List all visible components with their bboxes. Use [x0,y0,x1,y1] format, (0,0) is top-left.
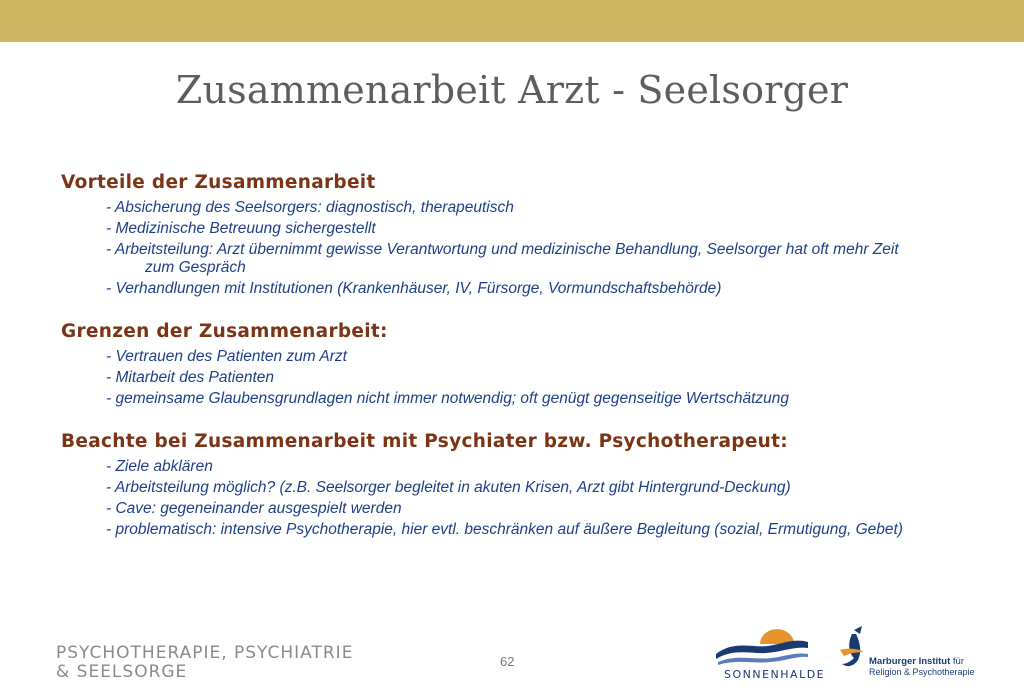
bullet-list [61,458,981,539]
section-heading: Vorteile der Zusammenarbeit [61,172,376,193]
list-item-text: - Arbeitsteilung: Arzt übernimmt gewisse Verantwortung und medizinische Behandlung, Seelsorger hat oft mehr Zeit [106,241,899,258]
footer-title-line2: & SEELSORGE [56,662,188,682]
list-item: - Ziele abklären [106,458,213,475]
list-item [106,241,981,277]
section-psychiatrist [61,431,981,539]
list-item: - Medizinische Betreuung sichergestellt [106,220,376,237]
list-item: - Cave: gegeneinander ausgespielt werden [106,500,402,517]
page-number: 62 [500,654,515,669]
sonnenhalde-sun-wave-icon [712,626,812,668]
marburger-institut-name-bold: Marburger Institut [869,656,951,667]
list-item: - Vertrauen des Patienten zum Arzt [106,348,347,365]
marburger-institut-name-rest: für [950,656,965,667]
marburger-institut-subtitle: Religion & Psychotherapie [869,667,975,677]
section-heading: Grenzen der Zusammenarbeit: [61,321,388,342]
list-item: - gemeinsame Glaubensgrundlagen nicht immer notwendig; oft genügt gegenseitige Wertschätzung [106,390,789,407]
sonnenhalde-logo-text: SONNENHALDE [724,668,826,681]
slide-content [61,172,981,562]
list-item: - Verhandlungen mit Institutionen (Krankenhäuser, IV, Fürsorge, Vormundschaftsbehörde) [106,280,722,297]
list-item: - Arbeitsteilung möglich? (z.B. Seelsorger begleitet in akuten Krisen, Arzt gibt Hintergrund-Deckung) [106,479,791,496]
list-item-continuation: zum Gespräch [145,259,246,276]
section-limits [61,321,981,408]
sonnenhalde-logo [712,626,826,686]
footer-title-line1: PSYCHOTHERAPIE, PSYCHIATRIE [56,643,354,663]
marburger-institut-mark-icon [838,626,872,680]
bullet-list [61,348,981,408]
list-item: - problematisch: intensive Psychotherapie, hier evtl. beschränken auf äußere Begleitung (sozial, Ermutigung, Gebet) [106,521,903,538]
bullet-list [61,199,981,298]
list-item: - Mitarbeit des Patienten [106,369,275,386]
marburger-institut-logo [838,626,978,686]
marburger-institut-name [869,656,964,667]
list-item: - Absicherung des Seelsorgers: diagnostisch, therapeutisch [106,199,514,216]
footer-series-title [56,644,353,682]
top-accent-bar [0,0,1024,42]
section-advantages [61,172,981,298]
section-heading: Beachte bei Zusammenarbeit mit Psychiater bzw. Psychotherapeut: [61,431,788,452]
slide-title: Zusammenarbeit Arzt - Seelsorger [175,68,849,112]
